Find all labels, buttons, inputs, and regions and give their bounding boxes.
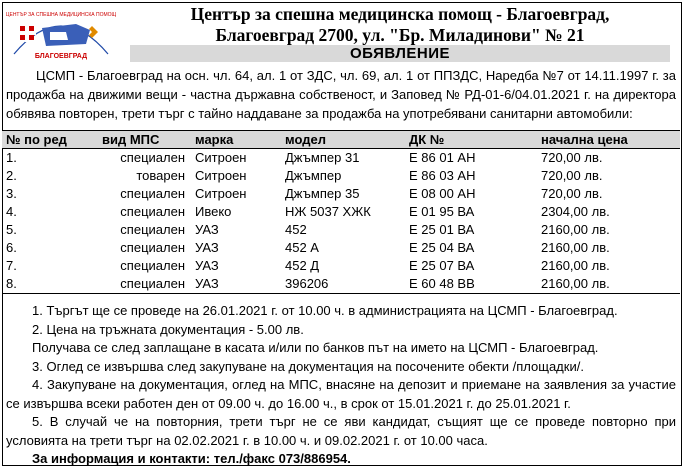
row-number: 1. — [6, 150, 17, 165]
row-price: 2160,00 лв. — [541, 222, 610, 237]
row-vehicle-type: специален — [120, 222, 185, 237]
table-row — [2, 221, 680, 239]
row-model: Джъмпер 35 — [285, 186, 360, 201]
row-model: 452 А — [285, 240, 319, 255]
row-make: УАЗ — [195, 222, 219, 237]
intro-paragraph — [6, 66, 676, 123]
note-4: 4. Закупуване на документация, оглед на МПС, внасяне на депозит и приемане на заявления за участие се извършва всеки работен ден от 09.00 ч. до 16.00 ч., в срок от 15.01.2021 г. до 25.01.2021 г. — [6, 377, 676, 411]
row-plate: Е 25 04 ВА — [409, 240, 475, 255]
row-number: 3. — [6, 186, 17, 201]
row-number: 4. — [6, 204, 17, 219]
row-model: Джъмпер 31 — [285, 150, 360, 165]
row-number: 6. — [6, 240, 17, 255]
row-model: 452 — [285, 222, 307, 237]
title-line-1: Център за спешна медицинска помощ - Благоевград, — [190, 4, 610, 24]
row-price: 720,00 лв. — [541, 186, 603, 201]
row-plate: Е 25 01 ВА — [409, 222, 475, 237]
table-row — [2, 239, 680, 257]
row-make: Ситроен — [195, 150, 247, 165]
row-number: 2. — [6, 168, 17, 183]
table-row — [2, 185, 680, 203]
note-3: 3. Оглед се извършва след закупуване на документация на посочените обекти /площадки/. — [32, 358, 584, 374]
row-model: НЖ 5037 ХЖК — [285, 204, 371, 219]
row-number: 8. — [2, 275, 98, 294]
row-price: 720,00 лв. — [541, 168, 603, 183]
row-make: УАЗ — [195, 258, 219, 273]
logo-arc-text: ЦЕНТЪР ЗА СПЕШНА МЕДИЦИНСКА ПОМОЩ — [6, 12, 116, 18]
row-vehicle-type: специален — [98, 275, 191, 294]
row-number: 7. — [6, 258, 17, 273]
row-vehicle-type: специален — [120, 204, 185, 219]
note-2-detail: Получава се след заплащане в касата и/или по банков път на името на ЦСМП - Благоевград. — [32, 340, 599, 355]
header-plate: ДК № — [405, 131, 537, 149]
row-plate: Е 60 48 ВВ — [405, 275, 537, 294]
row-make: Ситроен — [195, 186, 247, 201]
table-row — [2, 167, 680, 185]
row-vehicle-type: специален — [120, 186, 185, 201]
table-row — [2, 203, 680, 221]
row-vehicle-type: специален — [120, 150, 185, 165]
row-make: Ситроен — [195, 168, 247, 183]
table-row — [2, 149, 680, 168]
header-model: модел — [281, 131, 405, 149]
terms-notes — [6, 302, 676, 469]
row-plate: Е 25 07 ВА — [409, 258, 475, 273]
note-1: 1. Търгът ще се проведе на 26.01.2021 г. от 10.00 ч. в администрацията на ЦСМП - Благоевград. — [32, 303, 618, 318]
row-make: УАЗ — [191, 275, 281, 294]
row-vehicle-type: специален — [120, 240, 185, 255]
row-make: Ивеко — [195, 204, 232, 219]
header-make: марка — [191, 131, 281, 149]
note-5: 5. В случай че на повторния, трети търг не се яви кандидат, същият ще се проведе повторно при условията на трети търг на 02.02.2021 г. в 10.00 ч. и 09.02.2021 г. от 10.00 часа. — [6, 414, 676, 448]
row-vehicle-type: товарен — [136, 168, 185, 183]
row-plate: Е 86 01 АН — [409, 150, 476, 165]
table-header-row — [2, 131, 680, 149]
ems-logo — [6, 4, 116, 62]
row-price: 2160,00 лв. — [541, 258, 610, 273]
logo-text: БЛАГОЕВГРАД — [34, 53, 88, 60]
header-number: № по ред — [2, 131, 98, 149]
vehicles-table — [2, 130, 680, 294]
table-row — [2, 275, 680, 294]
row-plate: Е 86 03 АН — [409, 168, 476, 183]
contact-info: За информация и контакти: тел./факс 073/886954. — [32, 451, 351, 466]
row-model: 396206 — [281, 275, 405, 294]
row-vehicle-type: специален — [120, 258, 185, 273]
page-title — [130, 4, 670, 46]
row-model: 452 Д — [285, 258, 320, 273]
row-price: 2160,00 лв. — [537, 275, 680, 294]
intro-text: ЦСМП - Благоевград на осн. чл. 64, ал. 1 от ЗДС, чл. 69, ал. 1 от ППЗДС, Наредба №7 от 14.11.1997 г. за продажба на движими вещи - частна държавна собственост, и Заповед № РД-01-6/04.01.2021 г. на директора обявява повторен, трети търг с тайно наддаване за продажба на употребявани санитарни автомобили: — [6, 68, 676, 121]
header-vehicle-type: вид МПС — [98, 131, 191, 149]
note-2: 2. Цена на тръжната документация - 5.00 лв. — [32, 321, 304, 337]
row-make: УАЗ — [195, 240, 219, 255]
row-price: 2304,00 лв. — [541, 204, 610, 219]
row-model: Джъмпер — [285, 168, 342, 183]
row-plate: Е 08 00 АН — [409, 186, 476, 201]
row-price: 720,00 лв. — [541, 150, 603, 165]
title-line-2: Благоевград 2700, ул. "Бр. Миладинови" № 21 — [215, 25, 585, 45]
row-plate: Е 01 95 ВА — [409, 204, 475, 219]
header-price: начална цена — [537, 131, 680, 149]
row-price: 2160,00 лв. — [541, 240, 610, 255]
table-row — [2, 257, 680, 275]
star-of-life-icon — [89, 26, 98, 38]
announcement-banner: ОБЯВЛЕНИЕ — [130, 45, 670, 62]
row-number: 5. — [6, 222, 17, 237]
